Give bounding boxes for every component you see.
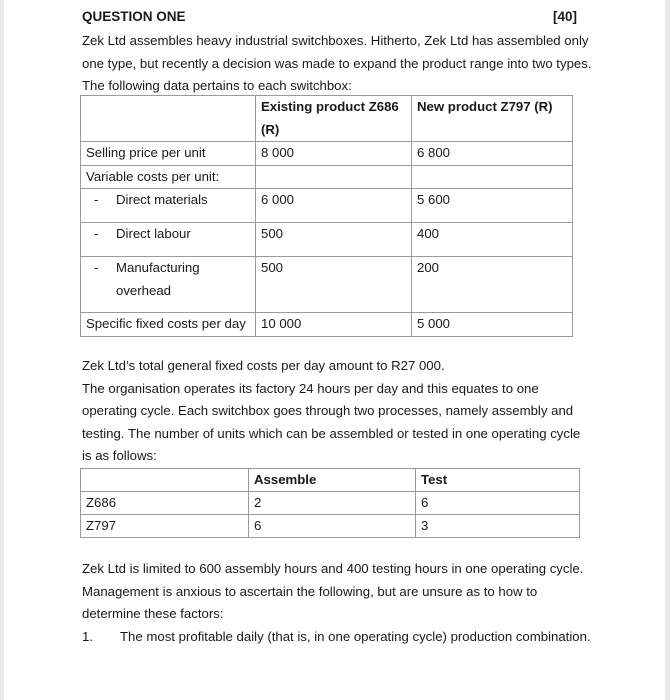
row-label: - Manufacturing overhead xyxy=(81,257,256,313)
row-label: Specific fixed costs per day xyxy=(81,313,256,337)
cell-test: 6 xyxy=(416,492,580,515)
middle-paragraph xyxy=(82,355,580,468)
numbered-item xyxy=(82,626,591,649)
header-cell-assemble: Assemble xyxy=(249,469,416,492)
cell-product: Z686 xyxy=(81,492,249,515)
table-row xyxy=(81,257,573,313)
table-row xyxy=(81,313,573,337)
cell-z797: 200 xyxy=(412,257,573,313)
question-header xyxy=(82,9,577,24)
row-label: - Direct materials xyxy=(81,189,256,223)
row-label: Variable costs per unit: xyxy=(81,165,256,189)
item-number: 1. xyxy=(82,628,93,644)
header-cell-z686: Existing product Z686 (R) xyxy=(256,96,412,142)
text-line: Zek Ltd is limited to 600 assembly hours and 400 testing hours in one operating cycle. xyxy=(82,561,584,576)
cell-product: Z797 xyxy=(81,515,249,538)
text-line: Zek Ltd’s total general fixed costs per day amount to R27 000. xyxy=(82,358,445,373)
text-line: is as follows: xyxy=(82,448,157,464)
bullet-dash: - xyxy=(94,260,99,276)
cell-assemble: 2 xyxy=(249,492,416,515)
header-cell-z797: New product Z797 (R) xyxy=(412,96,573,142)
intro-paragraph xyxy=(82,30,592,98)
cell-z797: 5 600 xyxy=(412,189,573,223)
cell-z686 xyxy=(256,165,412,189)
table-row xyxy=(81,223,573,257)
row-label: - Direct labour xyxy=(81,223,256,257)
cell-z797 xyxy=(412,165,573,189)
intro-line: The following data pertains to each switchbox: xyxy=(82,78,352,94)
question-marks: [40] xyxy=(552,9,577,24)
table-row xyxy=(81,189,573,223)
cell-z686: 500 xyxy=(256,223,412,257)
cell-z797: 5 000 xyxy=(412,313,573,337)
intro-line: Zek Ltd assembles heavy industrial switchboxes. Hitherto, Zek Ltd has assembled only xyxy=(82,33,589,48)
cell-z686: 10 000 xyxy=(256,313,412,337)
cell-z797: 400 xyxy=(412,223,573,257)
cell-z686: 8 000 xyxy=(256,142,412,166)
text-line: testing. The number of units which can be assembled or tested in one operating cycle xyxy=(82,425,581,441)
cell-test: 3 xyxy=(416,515,580,538)
capacity-table xyxy=(80,468,580,538)
text-line: operating cycle. Each switchbox goes through two processes, namely assembly and xyxy=(82,403,574,419)
header-cell xyxy=(81,96,256,142)
cell-assemble: 6 xyxy=(249,515,416,538)
cell-z797: 6 800 xyxy=(412,142,573,166)
header-cell-test: Test xyxy=(416,469,580,492)
cell-z686: 6 000 xyxy=(256,189,412,223)
table-header-row xyxy=(81,469,580,492)
text-line: Management is anxious to ascertain the following, but are unsure as to how to xyxy=(82,583,538,599)
table-row xyxy=(81,515,580,538)
bullet-dash: - xyxy=(94,226,99,242)
row-label: Selling price per unit xyxy=(81,142,256,166)
item-text: The most profitable daily (that is, in one operating cycle) production combination. xyxy=(120,628,591,644)
table-row xyxy=(81,492,580,515)
closing-paragraph xyxy=(82,558,591,648)
document-page xyxy=(4,0,665,700)
table-row xyxy=(81,165,573,189)
table-header-row xyxy=(81,96,573,142)
question-title: QUESTION ONE xyxy=(82,9,186,24)
text-line: determine these factors: xyxy=(82,606,224,622)
cell-z686: 500 xyxy=(256,257,412,313)
cost-table xyxy=(80,95,573,337)
bullet-dash: - xyxy=(94,192,99,208)
table-row xyxy=(81,142,573,166)
intro-line: one type, but recently a decision was made to expand the product range into two types. xyxy=(82,55,592,71)
header-cell xyxy=(81,469,249,492)
text-line: The organisation operates its factory 24 hours per day and this equates to one xyxy=(82,380,539,396)
